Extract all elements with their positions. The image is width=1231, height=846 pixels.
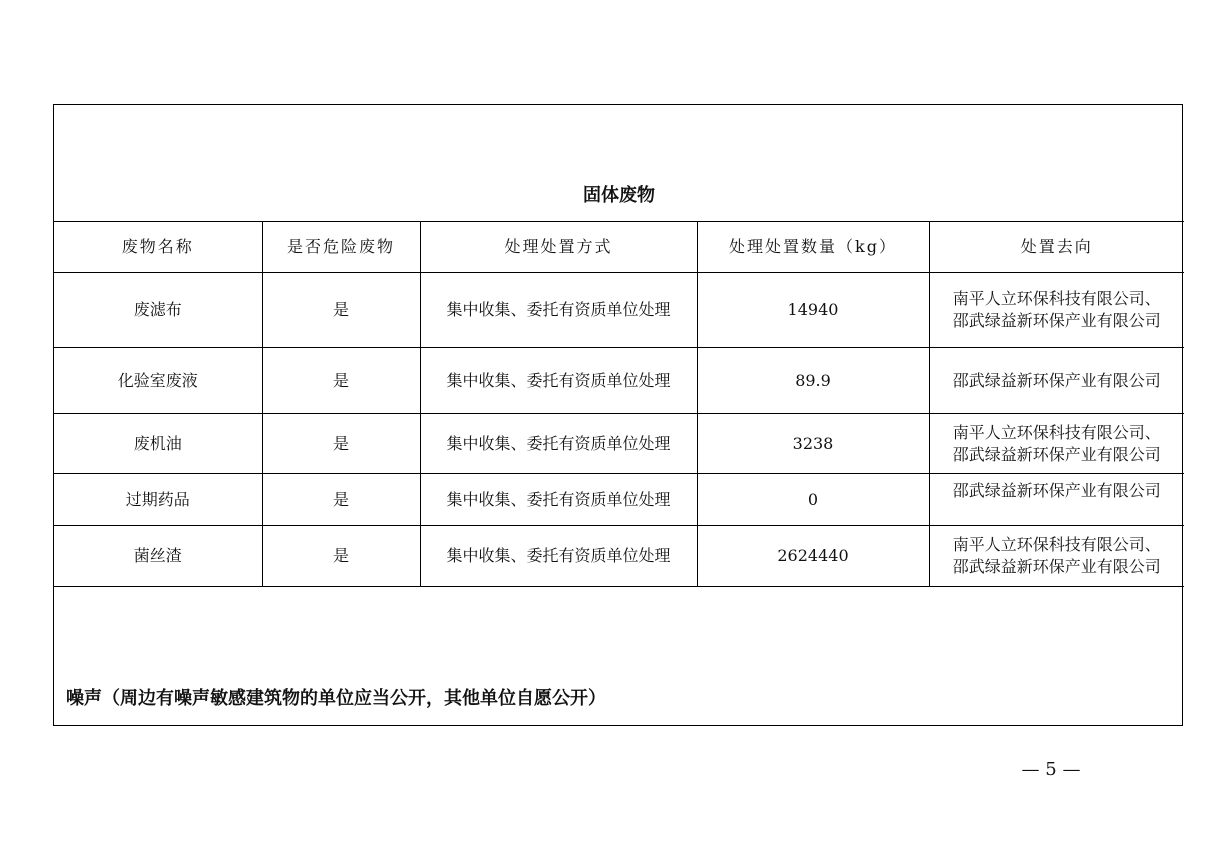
hazardous-flag: 是 [262, 273, 420, 348]
disposal-destination [929, 526, 1184, 587]
waste-name: 菌丝渣 [54, 526, 262, 587]
solid-waste-table [54, 105, 1184, 587]
destination-line: 邵武绿益新环保产业有限公司 [952, 481, 1161, 500]
header-row [54, 222, 1184, 273]
destination-line: 南平人立环保科技有限公司、 [952, 289, 1161, 308]
hazardous-flag: 是 [262, 414, 420, 474]
disposal-method: 集中收集、委托有资质单位处理 [420, 348, 697, 414]
disposal-destination [929, 474, 1184, 526]
disposal-method: 集中收集、委托有资质单位处理 [420, 474, 697, 526]
col-header-name: 废物名称 [54, 222, 262, 273]
waste-name: 化验室废液 [54, 348, 262, 414]
destination-line: 邵武绿益新环保产业有限公司 [952, 557, 1161, 576]
title-row [54, 105, 1184, 222]
table-row [54, 474, 1184, 526]
col-header-quantity: 处理处置数量（kg） [697, 222, 929, 273]
waste-name: 过期药品 [54, 474, 262, 526]
hazardous-flag: 是 [262, 526, 420, 587]
disposal-method: 集中收集、委托有资质单位处理 [420, 526, 697, 587]
solid-waste-table-frame [53, 104, 1183, 726]
destination-line: 邵武绿益新环保产业有限公司 [952, 311, 1161, 330]
table-row [54, 273, 1184, 348]
disposal-destination [929, 273, 1184, 348]
destination-line: 邵武绿益新环保产业有限公司 [952, 444, 1161, 464]
disposal-quantity: 0 [697, 474, 929, 526]
col-header-hazardous: 是否危险废物 [262, 222, 420, 273]
disposal-destination [929, 414, 1184, 474]
destination-line: 南平人立环保科技有限公司、 [952, 422, 1161, 442]
waste-name: 废滤布 [54, 273, 262, 348]
disposal-destination [929, 348, 1184, 414]
disposal-quantity: 89.9 [697, 348, 929, 414]
noise-section-title: 噪声（周边有噪声敏感建筑物的单位应当公开，其他单位自愿公开） [66, 688, 606, 709]
disposal-method: 集中收集、委托有资质单位处理 [420, 414, 697, 474]
disposal-quantity: 3238 [697, 414, 929, 474]
section-title: 固体废物 [54, 105, 1184, 222]
disposal-quantity: 14940 [697, 273, 929, 348]
destination-line: 南平人立环保科技有限公司、 [952, 535, 1161, 554]
disposal-quantity: 2624440 [697, 526, 929, 587]
page-number: — 5 — [1021, 759, 1081, 780]
hazardous-flag: 是 [262, 474, 420, 526]
table-row [54, 526, 1184, 587]
destination-line: 邵武绿益新环保产业有限公司 [952, 370, 1161, 390]
table-row [54, 414, 1184, 474]
table-row [54, 348, 1184, 414]
col-header-method: 处理处置方式 [420, 222, 697, 273]
waste-name: 废机油 [54, 414, 262, 474]
hazardous-flag: 是 [262, 348, 420, 414]
disposal-method: 集中收集、委托有资质单位处理 [420, 273, 697, 348]
col-header-destination: 处置去向 [929, 222, 1184, 273]
